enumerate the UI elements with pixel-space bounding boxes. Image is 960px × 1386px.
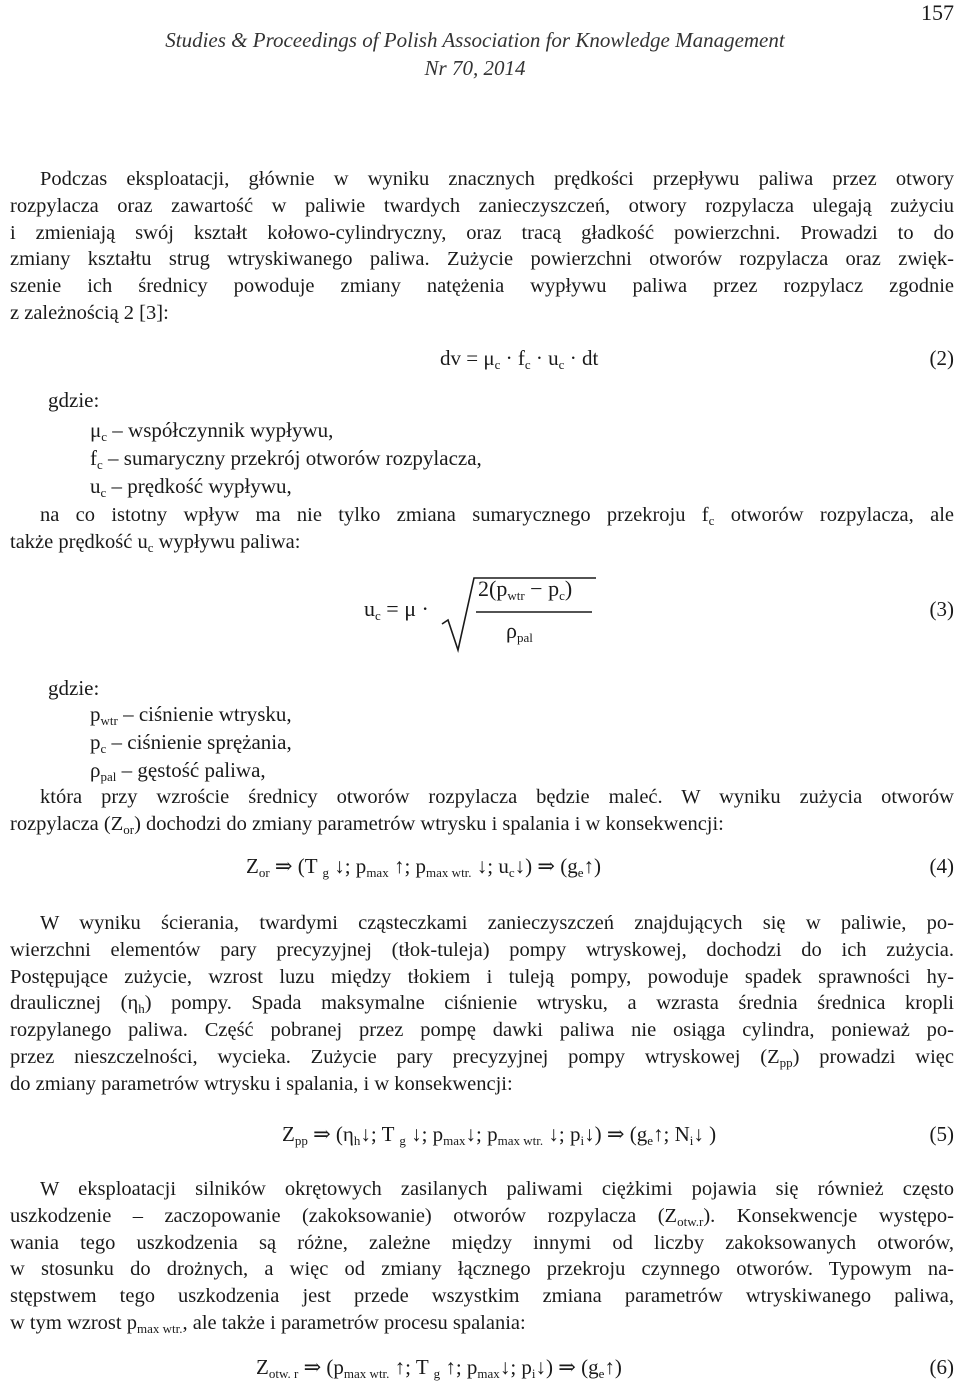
equation-2: dv = $\mu_c \cdot f_c \cdot u_c$ · dt	[440, 346, 599, 372]
equation-number: (2)	[929, 346, 954, 370]
text-line: na co istotny wpływ ma nie tylko zmiana sumarycznego przekroju $f_c$ otworów rozpylacza, ale	[40, 504, 954, 528]
paragraph-1	[10, 166, 954, 327]
paragraph-4	[10, 910, 954, 1098]
definition-item: $p_c$ – ciśnienie sprężania,	[90, 730, 292, 756]
journal-title: Studies & Proceedings of Polish Association for Knowledge Management	[165, 28, 785, 52]
equation-number: (3)	[929, 597, 954, 621]
text-line: która przy wzroście średnicy otworów rozpylacza będzie maleć. W wyniku zużycia otworów	[40, 786, 954, 808]
equation-4: $Z_{or}$ ⇒ (T $_g$ ↓; $p_{max}$ ↑; $p_{max wtr.}$ ↓; $u_c↓$) ⇒ $(g_e↑)$	[246, 854, 602, 880]
paragraph-2	[10, 502, 954, 556]
text-line: zmiany kształtu strug wtryskiwanego paliwa. Zużycie powierzchni otworów rozpylacza oraz zwięk-	[10, 248, 954, 271]
text-line: wania tego uszkodzenia są różne, zależne między innymi od liczby zakoksowanych otworów,	[10, 1231, 954, 1254]
text-line: W eksploatacji silników okrętowych zasilanych paliwami ciężkimi pojawia się również często	[40, 1178, 954, 1200]
text-line: rozpylacza $(Z_{or})$ dochodzi do zmiany parametrów wtrysku i spalania i w konsekwencji:	[10, 812, 724, 837]
text-line: z zależnością 2 [3]:	[10, 301, 169, 324]
text-line: stępstwem tego uszkodzenia jest przede wszystkim zmiana parametrów wtryskiwanego paliwa,	[10, 1285, 954, 1308]
definition-item: $\rho_{pal}$ – gęstość paliwa,	[90, 758, 266, 784]
paragraph-3	[10, 784, 954, 838]
text-line: także prędkość $u_c$ wypływu paliwa:	[10, 530, 301, 555]
equation-number: (6)	[929, 1355, 954, 1379]
where-label: gdzie:	[48, 388, 100, 412]
definition-item: $f_c$ – sumaryczny przekrój otworów rozpylacza,	[90, 446, 482, 472]
text-line: do zmiany parametrów wtrysku i spalania, i w konsekwencji:	[10, 1072, 513, 1095]
page-number: 157	[921, 0, 954, 25]
equation-number: (5)	[929, 1122, 954, 1146]
text-line: w stosunku do drożnych, a więc od zmiany łącznego przekroju czynnego otworów. Typowym na-	[10, 1258, 954, 1281]
text-line: przez nieszczelności, wycieka. Zużycie pary precyzyjnej pompy wtryskowej $(Z_{pp})$ prowadzi więc	[10, 1045, 954, 1070]
text-line: W wyniku ścierania, twardymi cząsteczkami zanieczyszczeń znajdujących się w paliwie, po-	[40, 912, 954, 934]
text-line: rozpylacza oraz zawartość w paliwie twardych zanieczyszczeń, otwory rozpylacza ulegają zużyciu	[10, 194, 954, 217]
equation-5: $Z_{pp}$ ⇒ ($\eta_h↓$; T $_g$ ↓; $p_{max}↓$; $p_{max wtr.}$ ↓; $p_i↓$) ⇒ ($g_e↑$; $N_i↓$ )	[282, 1122, 717, 1148]
text-line: draulicznej $(\eta_h)$ pompy. Spada maksymalne ciśnienie wtrysku, a wzrasta średnia średnica kropli	[10, 992, 955, 1017]
fraction-denominator: $\rho_{pal}$	[506, 618, 533, 645]
equation-3-lhs: $u_c = \mu$ ·	[364, 596, 429, 623]
text-line: szenie ich średnicy powoduje zmiany natężenia wypływu paliwa przez rozpylacz zgodnie	[10, 275, 954, 298]
text-line: rozpylanego paliwa. Część pobranej przez pompę dawki paliwa nie osiąga cylindra, ponieważ po-	[10, 1019, 954, 1042]
where-label: gdzie:	[48, 676, 100, 700]
definition-item: $u_c$ – prędkość wypływu,	[90, 474, 292, 500]
journal-issue: Nr 70, 2014	[424, 56, 526, 80]
equation-6: $Z_{otw. r}$ ⇒ ($p_{max wtr.}$ ↑; T $_g$ ↑; $p_{max}↓$; $p_i↓$) ⇒ $(g_e↑)$	[256, 1355, 622, 1381]
text-line: uszkodzenie – zaczopowanie (zakoksowanie) otworów rozpylacza $(Z_{otw.r})$. Konsekwencje występo-	[10, 1204, 954, 1229]
equation-number: (4)	[929, 854, 954, 878]
paragraph-5	[10, 1176, 954, 1337]
text-line: w tym wzrost $p_{max wtr.}$, ale także i parametrów procesu spalania:	[10, 1311, 526, 1336]
text-line: wierzchni elementów pary precyzyjnej (tłok-tuleja) pompy wtryskowej, dochodzi do ich zużycia.	[10, 938, 954, 961]
text-line: i zmieniają swój kształt kołowo-cylindryczny, oraz tracą gładkość powierzchni. Prowadzi to do	[10, 221, 954, 244]
definition-item: $p_{wtr}$ – ciśnienie wtrysku,	[90, 702, 292, 728]
definition-item: $\mu_c$ – współczynnik wypływu,	[90, 418, 334, 444]
fraction-numerator: $2(p_{wtr} - p_c)$	[478, 576, 573, 603]
text-line: Podczas eksploatacji, głównie w wyniku znacznych prędkości przepływu paliwa przez otwory	[40, 168, 954, 190]
text-line: Postępujące zużycie, wzrost luzu między tłokiem i tuleją pompy, powoduje spadek sprawności hy-	[10, 965, 954, 988]
